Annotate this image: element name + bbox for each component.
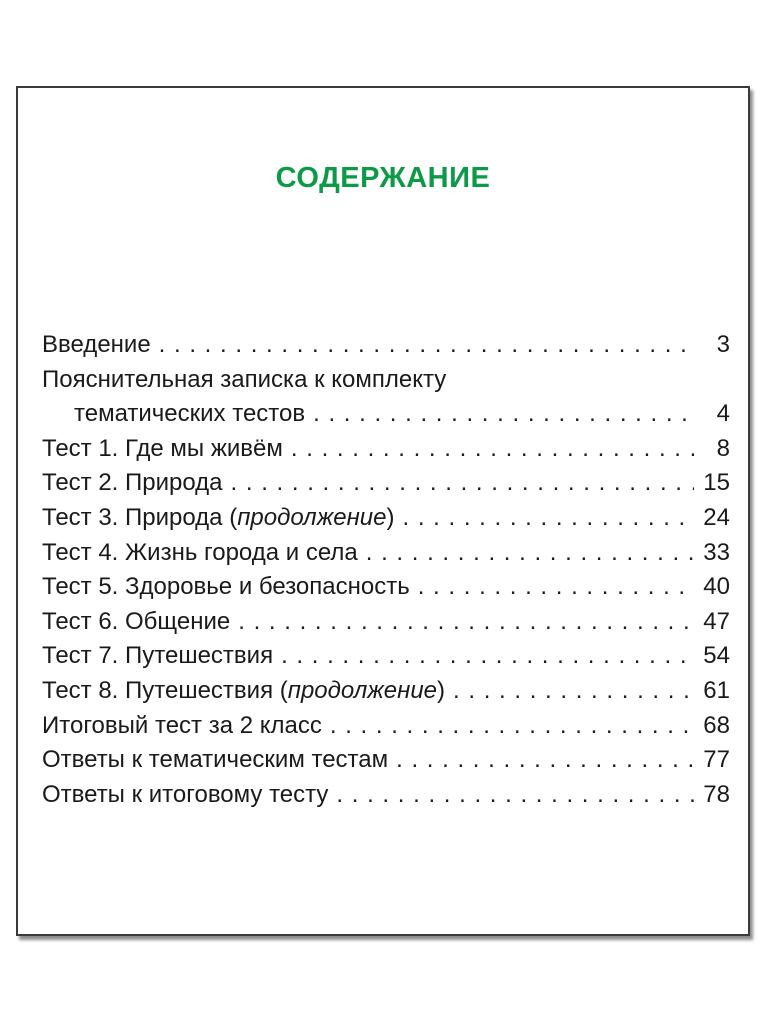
toc-entry-title-end: ) bbox=[437, 676, 446, 704]
dot-leader bbox=[159, 328, 694, 363]
toc-entry-explanatory-note-line1 bbox=[42, 363, 730, 398]
dot-leader bbox=[330, 709, 694, 744]
toc-entry-title-start: Тест 3. Природа ( bbox=[42, 503, 238, 531]
toc-entry-title: Ответы к итоговому тесту bbox=[42, 780, 329, 808]
dot-leader bbox=[313, 397, 694, 432]
toc-page-number: 68 bbox=[703, 711, 730, 739]
dot-leader bbox=[418, 570, 694, 605]
toc-entry-answers-thematic bbox=[42, 743, 730, 778]
toc-entry-title-end: ) bbox=[386, 503, 395, 531]
toc-entry-title bbox=[42, 501, 394, 536]
toc-entry-title: Пояснительная записка к комплекту bbox=[42, 365, 447, 393]
toc-page-number: 78 bbox=[703, 780, 730, 808]
toc-page-number: 54 bbox=[703, 642, 730, 670]
dot-leader bbox=[231, 466, 694, 501]
toc-entry-title-italic: продолжение bbox=[287, 676, 438, 704]
dot-leader bbox=[453, 674, 694, 709]
dot-leader bbox=[291, 432, 694, 467]
toc-entry-test-8 bbox=[42, 674, 730, 709]
toc-entry-title: Тест 1. Где мы живём bbox=[42, 434, 283, 462]
toc-page-number: 47 bbox=[703, 607, 730, 635]
dot-leader bbox=[238, 605, 694, 640]
toc-entry-test-4 bbox=[42, 536, 730, 571]
toc-entry-test-5 bbox=[42, 570, 730, 605]
dot-leader bbox=[396, 743, 694, 778]
toc-entry-test-6 bbox=[42, 605, 730, 640]
toc-page-number: 33 bbox=[703, 538, 730, 566]
toc-entry-title bbox=[42, 674, 445, 709]
toc-entry-title: Тест 7. Путешествия bbox=[42, 642, 274, 670]
toc-entry-title: Тест 2. Природа bbox=[42, 469, 223, 497]
toc-page-number: 24 bbox=[703, 503, 730, 531]
toc-entry-title: Тест 6. Общение bbox=[42, 607, 231, 635]
toc-page-number: 77 bbox=[703, 746, 730, 774]
document-page bbox=[16, 86, 750, 936]
toc-entry-title: Ответы к тематическим тестам bbox=[42, 746, 389, 774]
toc-entry-title: Итоговый тест за 2 класс bbox=[42, 711, 322, 739]
toc-entry-title-start: Тест 8. Путешествия ( bbox=[42, 676, 288, 704]
toc-entry-explanatory-note-line2 bbox=[42, 397, 730, 432]
table-of-contents bbox=[42, 328, 730, 812]
page-title: СОДЕРЖАНИЕ bbox=[275, 162, 491, 194]
toc-entry-title: Введение bbox=[42, 331, 151, 358]
toc-page-number: 40 bbox=[703, 573, 730, 601]
toc-entry-test-1 bbox=[42, 432, 730, 467]
toc-entry-test-7 bbox=[42, 639, 730, 674]
toc-page-number: 8 bbox=[716, 434, 730, 462]
toc-entry-final-test bbox=[42, 709, 730, 744]
toc-entry-title: Тест 5. Здоровье и безопасность bbox=[42, 573, 410, 601]
toc-entry-test-3 bbox=[42, 501, 730, 536]
dot-leader bbox=[281, 639, 694, 674]
toc-entry-title: тематических тестов bbox=[74, 400, 306, 428]
toc-entry-answers-final bbox=[42, 778, 730, 813]
dot-leader bbox=[336, 778, 694, 813]
dot-leader bbox=[366, 536, 694, 571]
toc-entry-title: Тест 4. Жизнь города и села bbox=[42, 538, 358, 566]
toc-entry-title-italic: продолжение bbox=[237, 503, 387, 531]
toc-entry-test-2 bbox=[42, 466, 730, 501]
toc-entry-introduction bbox=[42, 328, 730, 363]
toc-page-number: 3 bbox=[716, 331, 730, 358]
toc-page-number: 15 bbox=[703, 469, 730, 497]
dot-leader bbox=[402, 501, 694, 536]
toc-page-number: 4 bbox=[716, 400, 730, 428]
toc-page-number: 61 bbox=[703, 676, 730, 704]
